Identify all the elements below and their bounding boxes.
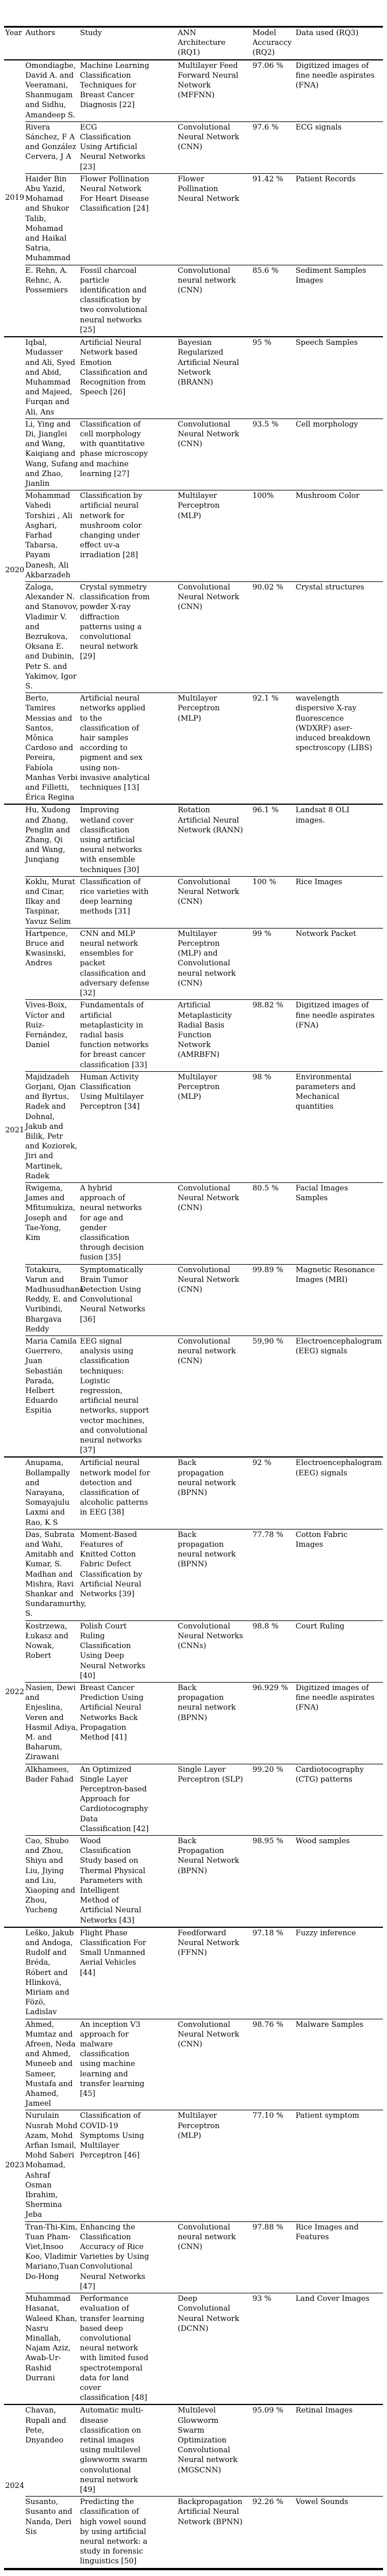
architecture-cell: Artificial Metaplasticity Radial Basis Function Network (AMRBFN)	[178, 1000, 252, 1071]
authors-cell: Totakura, Varun and Madhusudhana Reddy, E. and Vuribindi, Bhargava Reddy	[25, 1264, 80, 1335]
year-label: 2021	[4, 804, 25, 1457]
architecture-cell: Multilayer Perceptron (MLP)	[178, 490, 252, 582]
architecture-cell: Back Propagation Neural Network (BPNN)	[178, 1835, 252, 1927]
study-cell: Moment-Based Features of Knitted Cotton Fabric Defect Classification by Artificial Neural Networks [39]	[80, 1529, 178, 1620]
study-cell: Breast Cancer Prediction Using Artificial Neural Networks Back Propagation Method [41]	[80, 1682, 178, 1764]
study-cell: Enhancing the Classification Accuracy of Rice Varieties by Using Convolutional Neural Networks [47]	[80, 2221, 178, 2293]
data-used-cell: Electroencephalogram (EEG) signals	[296, 1336, 383, 1458]
architecture-cell: Convolutional Neural Network (CNN)	[178, 876, 252, 928]
architecture-cell: Bayesian Regularized Artificial Neural Network (BRANN)	[178, 337, 252, 418]
study-cell: An Optimized Single Layer Perceptron-based Approach for Cardiotocography Data Classification [42]	[80, 1764, 178, 1835]
study-cell: Flight Phase Classification For Small Unmanned Aerial Vehicles [44]	[80, 1927, 178, 2019]
authors-cell: Mohammad Vahedi Torshizi , Ali Asghari, Farhad Tabarsa, Payam Danesh, Ali Akbarzadeh	[25, 490, 80, 582]
study-cell: Wood Classification Study based on Thermal Physical Parameters with Intelligent Method of Artificial Neural Networks [43]	[80, 1835, 178, 1927]
year-label: 2024	[4, 2404, 25, 2569]
data-used-cell: Court Ruling	[296, 1620, 383, 1682]
authors-cell: Muhammad Hasanat, Waleed Khan, Nasru Minallah, Najam Aziz, Awab-Ur-Rashid Durrani	[25, 2293, 80, 2405]
accuracy-cell: 98 %	[252, 1071, 296, 1182]
authors-cell: Majidzadeh Gorjani, Ojan and Byrtus, Radek and Dohnal, Jakub and Bilik, Petr and Koziorek, Jiri and Martinek, Radek	[25, 1071, 80, 1182]
architecture-cell: Convolutional Neural Network (CNN)	[178, 2019, 252, 2110]
architecture-cell: Convolutional neural network (CNN)	[178, 265, 252, 337]
authors-cell: Hartpence, Bruce and Kwasinski, Andres	[25, 928, 80, 999]
study-cell: Symptomatically Brain Tumor Detection Using Convolutional Neural Networks [36]	[80, 1264, 178, 1335]
accuracy-cell: 97.06 %	[252, 60, 296, 122]
data-used-cell: Cell morphology	[296, 418, 383, 490]
accuracy-cell: 95.09 %	[252, 2404, 296, 2496]
table-row	[4, 1529, 383, 1620]
architecture-cell: Convolutional Neural Network (CNN)	[178, 418, 252, 490]
study-cell: Classification of cell morphology with quantitative phase microscopy and machine learning [27]	[80, 418, 178, 490]
accuracy-cell: 98.8 %	[252, 1620, 296, 1682]
study-cell: Artificial neural networks applied to the classification of hair samples according to pigment and sex using non-invasive analytical techniques [13]	[80, 693, 178, 805]
data-used-cell: Fuzzy inference	[296, 1927, 383, 2019]
data-used-cell: Electroencephalogram (EEG) signals	[296, 1457, 383, 1529]
accuracy-cell: 93 %	[252, 2293, 296, 2405]
authors-cell: Rivera Sánchez, F A and González Cervera, J A	[25, 121, 80, 173]
year-group	[4, 337, 383, 804]
accuracy-cell: 92 %	[252, 1457, 296, 1529]
table-row	[4, 1182, 383, 1264]
architecture-cell: Convolutional Neural Network (CNN)	[178, 581, 252, 692]
accuracy-cell: 80.5 %	[252, 1182, 296, 1264]
authors-cell: Chavan, Rupali and Pete, Dnyandeo	[25, 2404, 80, 2496]
authors-cell: Iqbal, Mudasser and Ali, Syed and Abid, Muhammad and Majeed, Furqan and Ali, Ans	[25, 337, 80, 418]
authors-cell: Cao, Shubo and Zhou, Shiyu and Liu, Jiying and Liu, Xiaoping and Zhou, Yucheng	[25, 1835, 80, 1927]
data-used-cell: Environmental parameters and Mechanical quantities	[296, 1071, 383, 1182]
authors-cell: Susanto, Susanto and Nanda, Deri Sis	[25, 2497, 80, 2569]
architecture-cell: Convolutional neural network (CNN)	[178, 1336, 252, 1458]
study-cell: An inception V3 approach for malware classification using machine learning and transfer learning [45]	[80, 2019, 178, 2110]
architecture-cell: Single Layer Perceptron (SLP)	[178, 1764, 252, 1835]
table-row	[4, 2293, 383, 2405]
table-row	[4, 2497, 383, 2569]
table-header	[4, 27, 383, 60]
table-row	[4, 1336, 383, 1458]
data-used-cell: Cotton Fabric Images	[296, 1529, 383, 1620]
accuracy-cell: 92.1 %	[252, 693, 296, 805]
table-row	[4, 693, 383, 805]
accuracy-cell: 91.42 %	[252, 173, 296, 265]
architecture-cell: Feedforward Neural Network (FFNN)	[178, 1927, 252, 2019]
table-row	[4, 804, 383, 876]
accuracy-cell: 98.82 %	[252, 1000, 296, 1071]
authors-cell: Tran-Thi-Kim, Tuan Pham-Viet,Insoo Koo, Vladimir Mariano,Tuan Do-Hong	[25, 2221, 80, 2293]
data-used-cell: Digitized images of fine needle aspirates (FNA)	[296, 1000, 383, 1071]
accuracy-cell: 99.20 %	[252, 1764, 296, 1835]
study-cell: Human Activity Classification Using Multilayer Perceptron [34]	[80, 1071, 178, 1182]
study-cell: Classification of COVID-19 Symptoms Using Multilayer Perceptron [46]	[80, 2110, 178, 2221]
table-row	[4, 1764, 383, 1835]
data-used-cell: Crystal structures	[296, 581, 383, 692]
table-row	[4, 173, 383, 265]
architecture-cell: Convolutional Neural Network (CNN)	[178, 1182, 252, 1264]
accuracy-cell: 100 %	[252, 876, 296, 928]
data-used-cell: Sediment Samples Images	[296, 265, 383, 337]
column-header-architecture: ANN Architecture (RQ1)	[178, 27, 252, 60]
study-cell: Artificial Neural Network based Emotion Classification and Recognition from Speech [26]	[80, 337, 178, 418]
authors-cell: Li, Ying and Di, Jianglei and Wang, Kaiqiang and Wang, Sufang and Zhao, Jianlin	[25, 418, 80, 490]
accuracy-cell: 98.95 %	[252, 1835, 296, 1927]
authors-cell: Das, Subrata and Wahi, Amitabh and Kumar, S. Madhan and Mishra, Ravi Shankar and Sundaramurthy, S.	[25, 1529, 80, 1620]
data-used-cell: Mushroom Color	[296, 490, 383, 582]
column-header-accuracy: Model Accuraccy (RQ2)	[252, 27, 296, 60]
study-cell: Classification of rice varieties with deep learning methods [31]	[80, 876, 178, 928]
architecture-cell: Rotation Artificial Neural Network (RANN)	[178, 804, 252, 876]
architecture-cell: Multilayer Perceptron (MLP)	[178, 1071, 252, 1182]
data-used-cell: wavelength dispersive X-ray fluorescence (WDXRF) aser-induced breakdown spectroscopy (LIBS)	[296, 693, 383, 805]
study-cell: Polish Court Ruling Classification Using Deep Neural Networks [40]	[80, 1620, 178, 1682]
authors-cell: Alkhamees, Bader Fahad	[25, 1764, 80, 1835]
year-group	[4, 1457, 383, 1927]
column-header-year: Year	[4, 27, 25, 60]
authors-cell: E. Rehn, A. Rehnc, A. Possemiers	[25, 265, 80, 337]
table-row	[4, 265, 383, 337]
authors-cell: Kostrzewa, Łukasz and Nowak, Robert	[25, 1620, 80, 1682]
architecture-cell: Back propagation neural network (BPNN)	[178, 1529, 252, 1620]
architecture-cell: Flower Pollination Neural Network	[178, 173, 252, 265]
study-cell: Fundamentals of artificial metaplasticity in radial basis function networks for breast cancer classification [33]	[80, 1000, 178, 1071]
study-cell: Fossil charcoal particle identification and classification by two convolutional neural networks [25]	[80, 265, 178, 337]
accuracy-cell: 96.1 %	[252, 804, 296, 876]
table-row	[4, 928, 383, 999]
data-used-cell: Digitized images of fine needle aspirates (FNA)	[296, 1682, 383, 1764]
table-row	[4, 876, 383, 928]
data-used-cell: Speech Samples	[296, 337, 383, 418]
study-cell: Artificial neural network model for detection and classification of alcoholic patterns in EEG [38]	[80, 1457, 178, 1529]
authors-cell: Anupama, Bollampally and Narayana, Somayajulu Laxmi and Rao, K S	[25, 1457, 80, 1529]
table-row	[4, 1927, 383, 2019]
study-cell: Performance evaluation of transfer learning based deep convolutional neural network with limited fused spectrotemporal data for land cover classification [48]	[80, 2293, 178, 2405]
year-group	[4, 2404, 383, 2569]
authors-cell: Nasien, Dewi and Enjeslina, Veren and Hasmil Adiya, M. and Baharum, Zirawani	[25, 1682, 80, 1764]
architecture-cell: Convolutional neural network (CNN)	[178, 2221, 252, 2293]
table-row	[4, 1264, 383, 1335]
year-group	[4, 1927, 383, 2405]
accuracy-cell: 77.10 %	[252, 2110, 296, 2221]
data-used-cell: ECG signals	[296, 121, 383, 173]
authors-cell: Maria Camila Guerrero, Juan Sebastián Parada, Helbert Eduardo Espitia	[25, 1336, 80, 1458]
table-row	[4, 490, 383, 582]
authors-cell: Ahmed, Mumtaz and Afreen, Neda and Ahmed, Muneeb and Sameer, Mustafa and Ahamed, Jameel	[25, 2019, 80, 2110]
architecture-cell: Multilayer Perceptron (MLP)	[178, 693, 252, 805]
accuracy-cell: 93.5 %	[252, 418, 296, 490]
authors-cell: Hu, Xudong and Zhang, Penglin and Zhang, Qi and Wang, Junqiang	[25, 804, 80, 876]
data-used-cell: Land Cover Images	[296, 2293, 383, 2405]
study-cell: Classification by artificial neural network for mushroom color changing under effect uv-a irradiation [28]	[80, 490, 178, 582]
architecture-cell: Multilayer Feed Forward Neural Network (MFFNN)	[178, 60, 252, 122]
study-cell: Machine Learning Classification Techniques for Breast Cancer Diagnosis [22]	[80, 60, 178, 122]
authors-cell: Berto, Tamires Messias and Santos, Mônica Cardoso and Pereira, Fabíola Manhas Verbi and Filletti, Érica Regina	[25, 693, 80, 805]
architecture-cell: Multilevel Glowworm Swarm Optimization Convolutional Neural network (MGSCNN)	[178, 2404, 252, 2496]
table-row	[4, 581, 383, 692]
table-row	[4, 60, 383, 122]
study-cell: CNN and MLP neural network ensembles for packet classification and adversary defense [32]	[80, 928, 178, 999]
year-group	[4, 60, 383, 337]
authors-cell: Haider Bin Abu Yazid, Mohamad and Shukor Talib, Mohamad and Haikal Satria, Muhammad	[25, 173, 80, 265]
year-label: 2020	[4, 337, 25, 804]
table-row	[4, 2221, 383, 2293]
study-cell: Crystal symmetry classification from powder X-ray diffraction patterns using a convolutional neural network [29]	[80, 581, 178, 692]
accuracy-cell: 99.89 %	[252, 1264, 296, 1335]
table-row	[4, 1835, 383, 1927]
table-row	[4, 1000, 383, 1071]
data-used-cell: Facial Images Samples	[296, 1182, 383, 1264]
study-cell: Predicting the classification of high vowel sound by using artificial neural network: a study in forensic linguistics [50]	[80, 2497, 178, 2569]
header-row	[4, 27, 383, 60]
data-used-cell: Cardiotocography (CTG) patterns	[296, 1764, 383, 1835]
accuracy-cell: 97.88 %	[252, 2221, 296, 2293]
authors-cell: Omondiagbe, David A. and Veeramani, Shanmugam and Sidhu, Amandeep S.	[25, 60, 80, 122]
study-cell: EEG signal analysis using classification techniques: Logistic regression, artificial neural networks, support vector machines, and convolutional neural networks [37]	[80, 1336, 178, 1458]
year-label: 2023	[4, 1927, 25, 2405]
architecture-cell: Deep Convolutional Neural Network (DCNN)	[178, 2293, 252, 2405]
study-cell: A hybrid approach of neural networks for age and gender classification through decision fusion [35]	[80, 1182, 178, 1264]
study-cell: Automatic multi-disease classification on retinal images using multilevel glowworm swarm convolutional neural network [49]	[80, 2404, 178, 2496]
data-used-cell: Malware Samples	[296, 2019, 383, 2110]
study-cell: Flower Pollination Neural Network For Heart Disease Classification [24]	[80, 173, 178, 265]
authors-cell: Koklu, Murat and Cinar, Ilkay and Taspinar, Yavuz Selim	[25, 876, 80, 928]
authors-cell: Nurulain Nusrah Mohd Azam, Mohd Arfian Ismail, Mohd Saberi Mohamad, Ashraf Osman Ibrahim, Shermina Jeba	[25, 2110, 80, 2221]
table-row	[4, 1071, 383, 1182]
architecture-cell: Multilayer Perceptron (MLP)	[178, 2110, 252, 2221]
year-label: 2019	[4, 60, 25, 337]
column-header-study: Study	[80, 27, 178, 60]
architecture-cell: Back propagation neural network (BPNN)	[178, 1682, 252, 1764]
data-used-cell: Retinal Images	[296, 2404, 383, 2496]
data-used-cell: Vowel Sounds	[296, 2497, 383, 2569]
table-row	[4, 418, 383, 490]
data-used-cell: Rice Images and Features	[296, 2221, 383, 2293]
table-row	[4, 1620, 383, 1682]
authors-cell: Vives-Boix, Víctor and Ruiz-Fernández, Daniel	[25, 1000, 80, 1071]
data-used-cell: Landsat 8 OLI images.	[296, 804, 383, 876]
data-used-cell: Rice Images	[296, 876, 383, 928]
accuracy-cell: 98.76 %	[252, 2019, 296, 2110]
authors-cell: Rwigema, James and Mfitumukiza, Joseph and Tae-Yong, Kim	[25, 1182, 80, 1264]
architecture-cell: Convolutional Neural Network (CNN)	[178, 121, 252, 173]
table-row	[4, 1457, 383, 1529]
column-header-authors: Authors	[25, 27, 80, 60]
architecture-cell: Convolutional Neural Network (CNN)	[178, 1264, 252, 1335]
accuracy-cell: 90.02 %	[252, 581, 296, 692]
table-row	[4, 2110, 383, 2221]
year-group	[4, 804, 383, 1457]
ann-literature-review-table	[4, 26, 383, 2570]
data-used-cell: Wood samples	[296, 1835, 383, 1927]
accuracy-cell: 59,90 %	[252, 1336, 296, 1458]
accuracy-cell: 96.929 %	[252, 1682, 296, 1764]
data-used-cell: Patient Records	[296, 173, 383, 265]
authors-cell: Leško, Jakub and Andoga, Rudolf and Bréda, Róbert and Hlinková, Miriam and Fözö, Ladislav	[25, 1927, 80, 2019]
accuracy-cell: 95 %	[252, 337, 296, 418]
table-row	[4, 337, 383, 418]
accuracy-cell: 99 %	[252, 928, 296, 999]
accuracy-cell: 85.6 %	[252, 265, 296, 337]
architecture-cell: Convolutional Neural Networks (CNNs)	[178, 1620, 252, 1682]
architecture-cell: Back propagation neural network (BPNN)	[178, 1457, 252, 1529]
authors-cell: Zaloga, Alexander N. and Stanovov, Vladimir V. and Bezrukova, Oksana E. and Dubinin, Petr S. and Yakimov, Igor S.	[25, 581, 80, 692]
accuracy-cell: 97.18 %	[252, 1927, 296, 2019]
accuracy-cell: 100%	[252, 490, 296, 582]
table-row	[4, 1682, 383, 1764]
data-used-cell: Digitized images of fine needle aspirates (FNA)	[296, 60, 383, 122]
architecture-cell: Backpropagation Artificial Neural Network (BPNN)	[178, 2497, 252, 2569]
data-used-cell: Patient symptom	[296, 2110, 383, 2221]
accuracy-cell: 97.6 %	[252, 121, 296, 173]
data-used-cell: Magnetic Resonance Images (MRI)	[296, 1264, 383, 1335]
accuracy-cell: 77.78 %	[252, 1529, 296, 1620]
study-cell: ECG Classification Using Artificial Neural Networks [23]	[80, 121, 178, 173]
data-used-cell: Network Packet	[296, 928, 383, 999]
column-header-data-used: Data used (RQ3)	[296, 27, 383, 60]
table-row	[4, 2019, 383, 2110]
architecture-cell: Multilayer Perceptron (MLP) and Convolutional neural network (CNN)	[178, 928, 252, 999]
table-row	[4, 2404, 383, 2496]
year-label: 2022	[4, 1457, 25, 1927]
table-row	[4, 121, 383, 173]
study-cell: Improving wetland cover classification using artificial neural networks with ensemble techniques [30]	[80, 804, 178, 876]
accuracy-cell: 92.26 %	[252, 2497, 296, 2569]
